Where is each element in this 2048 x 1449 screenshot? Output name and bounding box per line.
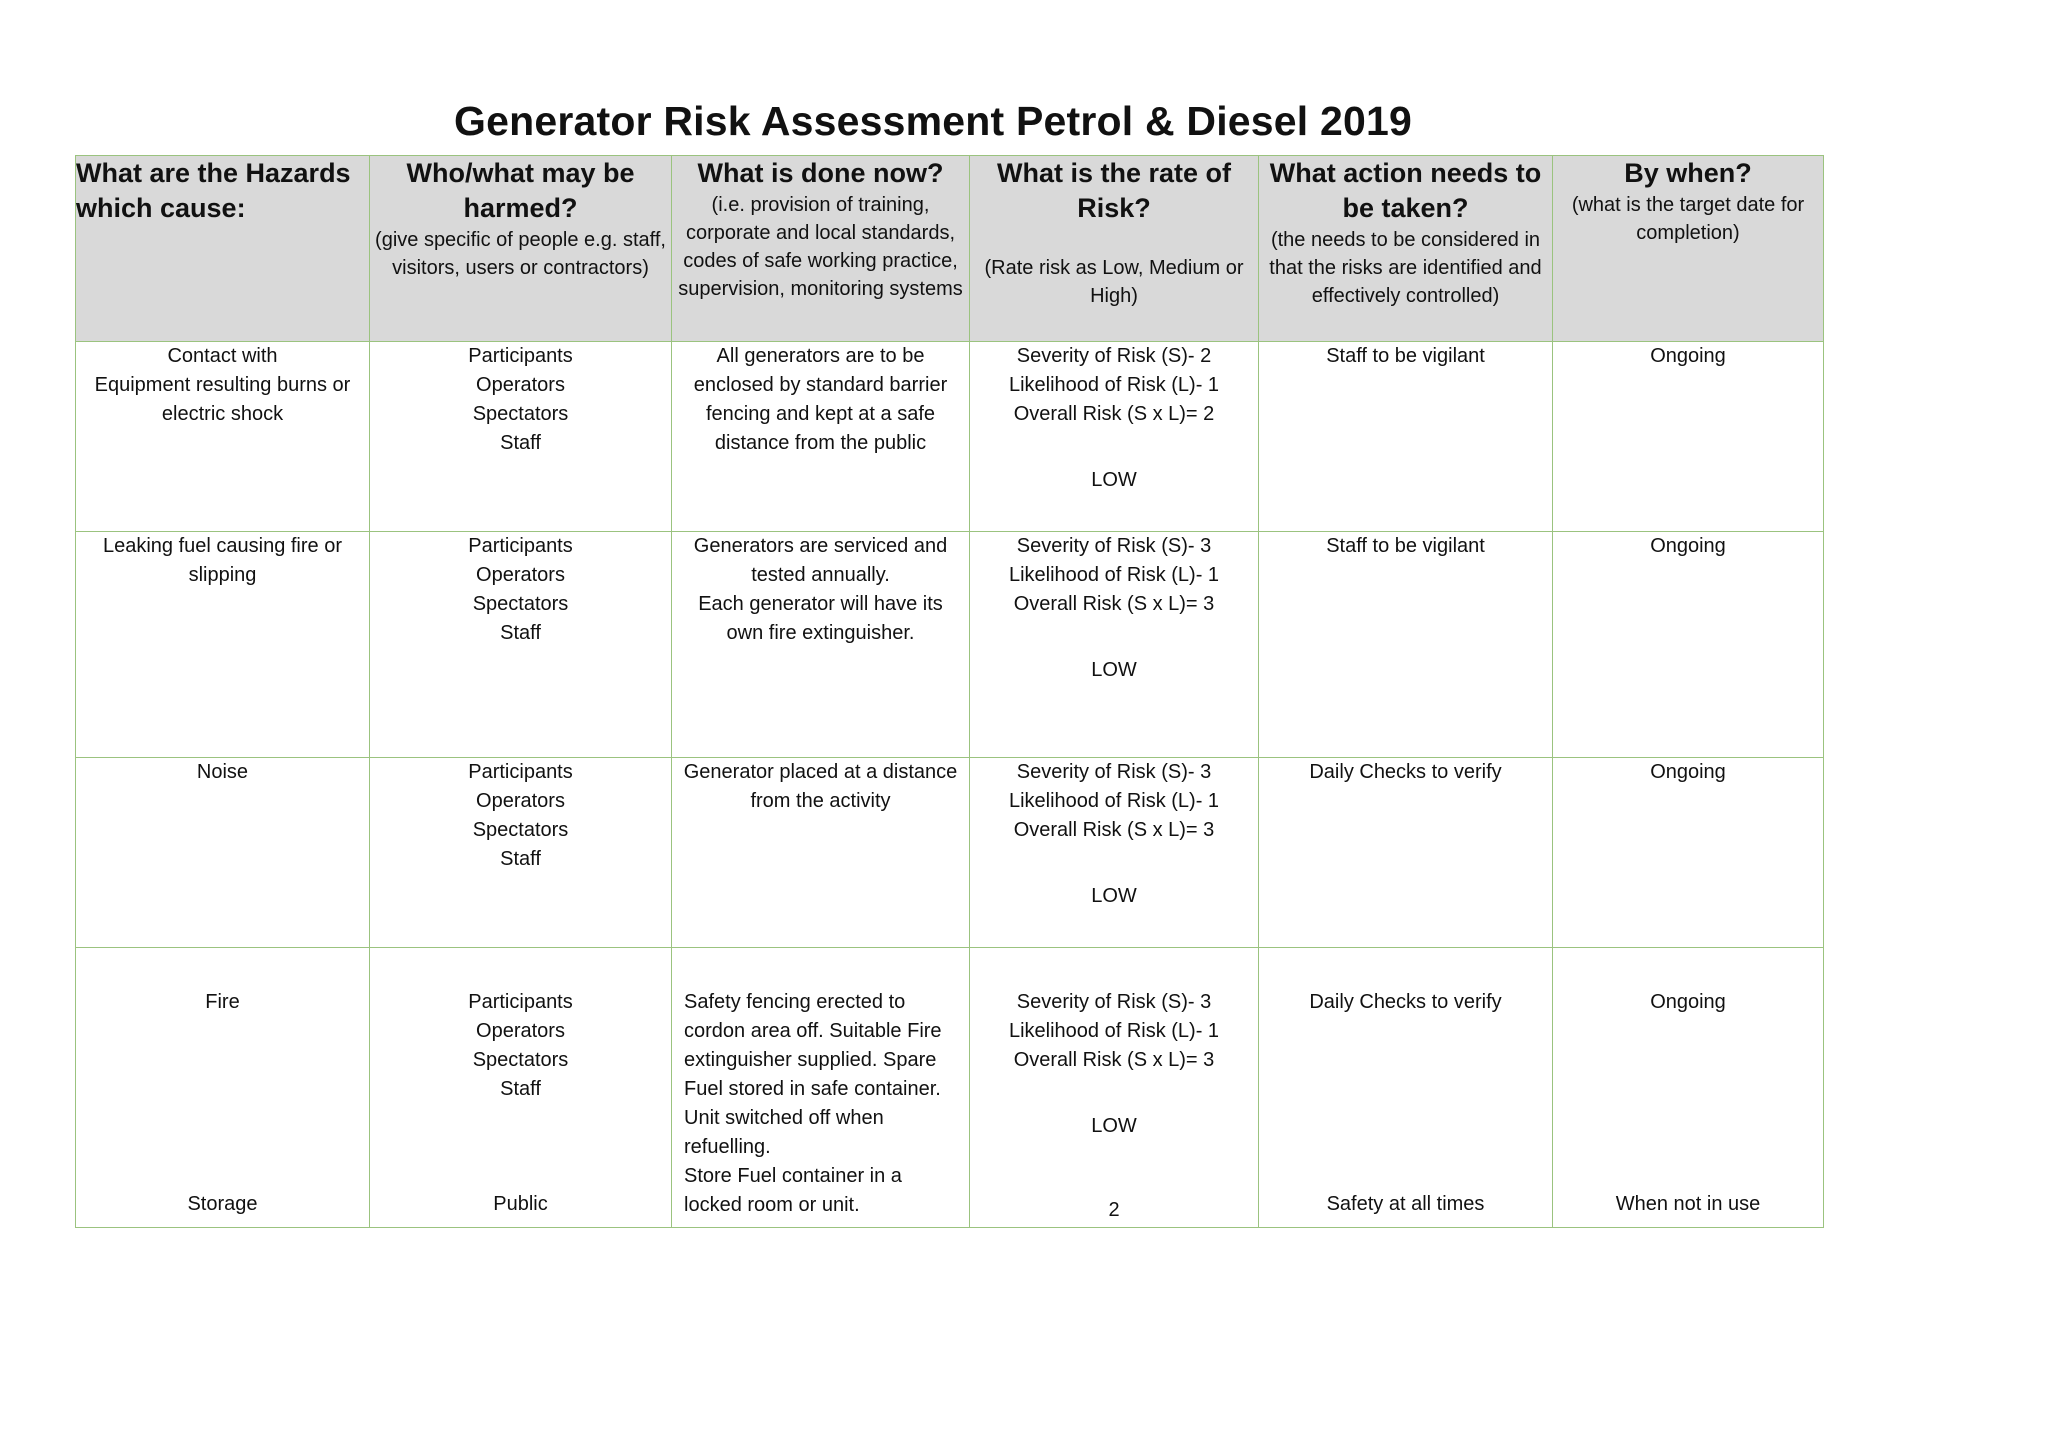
harmed-line: Spectators bbox=[472, 1049, 569, 1071]
harmed-line: Operators bbox=[476, 374, 565, 396]
harmed-line: Participants bbox=[468, 991, 573, 1013]
header-done-now bbox=[672, 156, 970, 342]
harmed-line: Participants bbox=[468, 345, 573, 367]
harmed-line: Operators bbox=[476, 790, 565, 812]
done-line: own fire extinguisher. bbox=[726, 622, 915, 644]
header-risk-rate bbox=[970, 156, 1259, 342]
done-line: Each generator will have its bbox=[698, 593, 943, 615]
overall-risk-text: Overall Risk (S x L)= 3 bbox=[1013, 1049, 1215, 1071]
done-line: Generators are serviced and bbox=[693, 535, 948, 557]
risk-cell bbox=[970, 948, 1259, 1228]
header-risk-rate-title: What is the rate of Risk? bbox=[996, 158, 1232, 223]
harmed-line: Spectators bbox=[472, 403, 569, 425]
storage-hazard: Storage bbox=[187, 1193, 258, 1215]
done-line: Unit switched off when bbox=[684, 1107, 884, 1129]
action-cell: Staff to be vigilant bbox=[1259, 532, 1553, 758]
storage-risk: 2 bbox=[1108, 1199, 1120, 1221]
storage-by-when: When not in use bbox=[1615, 1193, 1761, 1215]
hazard-line: electric shock bbox=[161, 403, 284, 425]
likelihood-text: Likelihood of Risk (L)- 1 bbox=[1008, 374, 1220, 396]
header-row bbox=[76, 156, 1824, 342]
harmed-line: Staff bbox=[500, 432, 541, 454]
document-title: Generator Risk Assessment Petrol & Diesel 2019 bbox=[454, 98, 1412, 144]
harmed-line: Staff bbox=[500, 622, 541, 644]
storage-action: Safety at all times bbox=[1326, 1193, 1485, 1215]
overall-risk-text: Overall Risk (S x L)= 3 bbox=[1013, 593, 1215, 615]
harmed-line: Staff bbox=[500, 848, 541, 870]
by-when-cell: Ongoing bbox=[1553, 758, 1824, 948]
action-cell: Daily Checks to verify bbox=[1259, 758, 1553, 948]
storage-harmed: Public bbox=[493, 1193, 548, 1215]
harmed-line: Spectators bbox=[472, 593, 569, 615]
likelihood-text: Likelihood of Risk (L)- 1 bbox=[1008, 790, 1220, 812]
risk-assessment-table bbox=[75, 155, 1824, 1228]
table-row bbox=[76, 532, 1824, 758]
action-text: Daily Checks to verify bbox=[1309, 991, 1502, 1013]
risk-cell bbox=[970, 532, 1259, 758]
by-when-text: Ongoing bbox=[1650, 991, 1726, 1013]
done-line: distance from the public bbox=[714, 432, 927, 454]
overall-risk-text: Overall Risk (S x L)= 3 bbox=[1013, 819, 1215, 841]
harmed-cell bbox=[370, 758, 672, 948]
table-row bbox=[76, 758, 1824, 948]
severity-text: Severity of Risk (S)- 3 bbox=[1016, 991, 1212, 1013]
header-action-title: What action needs to be taken? bbox=[1269, 158, 1542, 223]
done-now-cell bbox=[672, 532, 970, 758]
header-hazards-title: What are the Hazards which cause: bbox=[76, 158, 351, 223]
hazard-line: Leaking fuel causing fire or bbox=[102, 535, 343, 557]
by-when-cell: Ongoing bbox=[1553, 532, 1824, 758]
done-line: cordon area off. Suitable Fire bbox=[684, 1020, 942, 1042]
done-line: enclosed by standard barrier bbox=[693, 374, 948, 396]
done-now-cell bbox=[672, 342, 970, 532]
risk-cell bbox=[970, 342, 1259, 532]
header-action bbox=[1259, 156, 1553, 342]
harmed-cell bbox=[370, 948, 672, 1228]
likelihood-text: Likelihood of Risk (L)- 1 bbox=[1008, 564, 1220, 586]
hazard-cell bbox=[76, 342, 370, 532]
risk-level: LOW bbox=[1091, 885, 1137, 907]
harmed-line: Spectators bbox=[472, 819, 569, 841]
harmed-line: Staff bbox=[500, 1078, 541, 1100]
table-row bbox=[76, 342, 1824, 532]
risk-level: LOW bbox=[1091, 469, 1137, 491]
harmed-line: Operators bbox=[476, 564, 565, 586]
hazard-line: slipping bbox=[188, 564, 257, 586]
done-line: extinguisher supplied. Spare bbox=[684, 1049, 937, 1071]
done-line: refuelling. bbox=[684, 1136, 771, 1158]
action-cell: Staff to be vigilant bbox=[1259, 342, 1553, 532]
hazard-line: Noise bbox=[196, 761, 249, 783]
harmed-line: Participants bbox=[468, 761, 573, 783]
header-by-when-note: (what is the target date for completion) bbox=[1571, 194, 1805, 244]
table-row bbox=[76, 948, 1824, 1228]
risk-cell bbox=[970, 758, 1259, 948]
done-line: from the activity bbox=[750, 790, 891, 812]
done-line: Generator placed at a distance bbox=[683, 761, 958, 783]
header-hazards bbox=[76, 156, 370, 342]
overall-risk-text: Overall Risk (S x L)= 2 bbox=[1013, 403, 1215, 425]
hazard-line: Contact with bbox=[167, 345, 278, 367]
header-done-now-title: What is done now? bbox=[697, 158, 944, 188]
header-harmed bbox=[370, 156, 672, 342]
header-by-when-title: By when? bbox=[1624, 158, 1752, 188]
hazard-cell bbox=[76, 758, 370, 948]
likelihood-text: Likelihood of Risk (L)- 1 bbox=[1008, 1020, 1220, 1042]
storage-done-line: locked room or unit. bbox=[684, 1194, 860, 1216]
header-by-when bbox=[1553, 156, 1824, 342]
harmed-line: Participants bbox=[468, 535, 573, 557]
done-line: Safety fencing erected to bbox=[684, 991, 906, 1013]
done-line: Fuel stored in safe container. bbox=[684, 1078, 941, 1100]
hazard-cell bbox=[76, 532, 370, 758]
done-line: All generators are to be bbox=[716, 345, 925, 367]
header-harmed-note: (give specific of people e.g. staff, visitors, users or contractors) bbox=[375, 229, 666, 279]
done-now-cell bbox=[672, 948, 970, 1228]
hazard-line: Equipment resulting burns or bbox=[94, 374, 351, 396]
by-when-cell bbox=[1553, 948, 1824, 1228]
header-done-now-note: (i.e. provision of training, corporate and local standards, codes of safe working practice, supervision, monitoring systems bbox=[678, 194, 963, 300]
storage-done-line: Store Fuel container in a bbox=[684, 1165, 902, 1187]
header-risk-rate-note: (Rate risk as Low, Medium or High) bbox=[984, 257, 1244, 307]
risk-level: LOW bbox=[1091, 659, 1137, 681]
harmed-cell bbox=[370, 342, 672, 532]
hazard-line: Fire bbox=[205, 991, 240, 1013]
header-harmed-title: Who/what may be harmed? bbox=[406, 158, 635, 223]
harmed-line: Operators bbox=[476, 1020, 565, 1042]
done-line: tested annually. bbox=[751, 564, 890, 586]
action-cell bbox=[1259, 948, 1553, 1228]
severity-text: Severity of Risk (S)- 3 bbox=[1016, 761, 1212, 783]
hazard-cell bbox=[76, 948, 370, 1228]
severity-text: Severity of Risk (S)- 2 bbox=[1016, 345, 1212, 367]
risk-level: LOW bbox=[1091, 1115, 1137, 1137]
header-action-note: (the needs to be considered in that the risks are identified and effectively controlled) bbox=[1269, 229, 1542, 307]
done-now-cell bbox=[672, 758, 970, 948]
done-line: fencing and kept at a safe bbox=[705, 403, 936, 425]
by-when-cell: Ongoing bbox=[1553, 342, 1824, 532]
harmed-cell bbox=[370, 532, 672, 758]
severity-text: Severity of Risk (S)- 3 bbox=[1016, 535, 1212, 557]
